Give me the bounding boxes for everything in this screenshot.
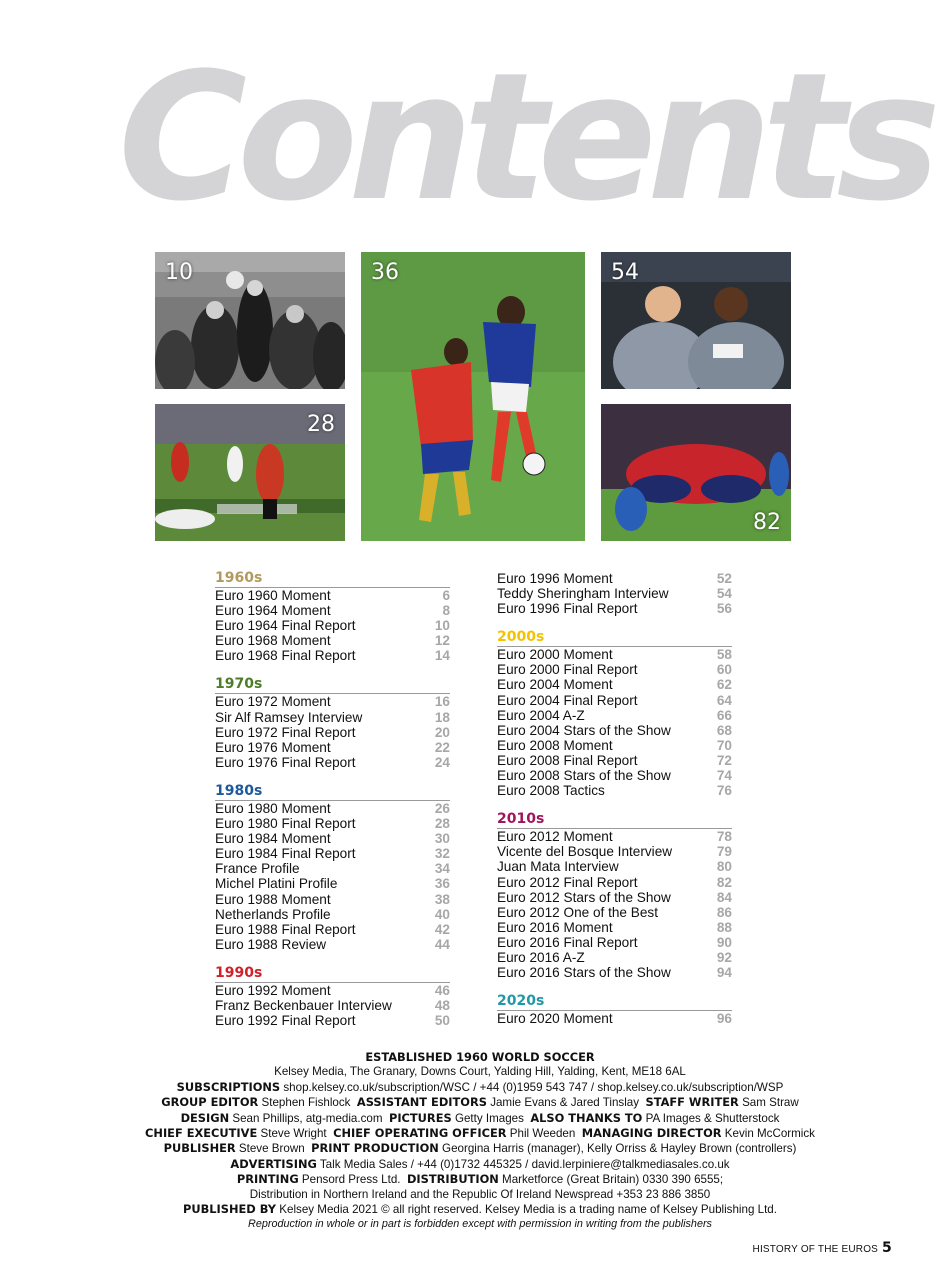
credit-value: Pensord Press Ltd. (301, 1173, 401, 1187)
distribution-ni: Distribution in Northern Ireland and the Republic Of Ireland Newspread +353 23 886 3850 (249, 1187, 711, 1201)
contents-entry[interactable] (497, 768, 732, 783)
credit-value: Stephen Fishlock (261, 1096, 351, 1110)
contents-entry[interactable] (497, 677, 732, 692)
entry-title: Euro 2016 Stars of the Show (497, 965, 671, 981)
photo-page-number: 82 (753, 510, 781, 535)
contents-section (215, 571, 450, 663)
entry-title: Euro 2016 Moment (497, 919, 613, 935)
contents-entry[interactable] (215, 588, 450, 603)
photo-platini (361, 252, 585, 541)
contents-entry[interactable] (497, 920, 732, 935)
contents-entry[interactable] (497, 647, 732, 662)
photo-page-number: 36 (371, 260, 399, 285)
contents-entry[interactable] (215, 937, 450, 952)
contents-entry[interactable] (497, 905, 732, 920)
credit-label: CHIEF OPERATING OFFICER (333, 1126, 507, 1141)
decade-heading: 1980s (215, 784, 450, 801)
entry-title: Euro 2008 Tactics (497, 783, 605, 799)
entry-page-number: 84 (716, 889, 732, 905)
entry-title: Euro 1964 Moment (215, 603, 331, 619)
entry-title: Euro 2004 Moment (497, 677, 613, 693)
entry-page-number: 96 (716, 1011, 732, 1027)
entry-page-number: 80 (716, 859, 732, 875)
entry-page-number: 60 (716, 662, 732, 678)
entry-title: Euro 1992 Moment (215, 982, 331, 998)
decade-heading: 2010s (497, 812, 732, 829)
entry-page-number: 74 (716, 768, 732, 784)
contents-entry[interactable] (215, 998, 450, 1013)
contents-section (497, 571, 732, 616)
entry-title: Euro 1980 Final Report (215, 816, 356, 832)
credit-value: Steve Brown (238, 1142, 305, 1156)
entry-title: Euro 2012 Final Report (497, 874, 638, 890)
contents-entry[interactable] (497, 875, 732, 890)
contents-entry[interactable] (497, 571, 732, 586)
entry-page-number: 82 (716, 874, 732, 890)
contents-entry[interactable] (497, 723, 732, 738)
contents-entry[interactable] (497, 844, 732, 859)
entry-title: Euro 2004 Final Report (497, 692, 638, 708)
credit-value: Kelsey Media 2021 © all right reserved. Kelsey Media is a trading name of Kelsey Publishing Ltd. (279, 1203, 777, 1217)
contents-entry[interactable] (215, 725, 450, 740)
entry-page-number: 34 (434, 861, 450, 877)
decade-heading: 2000s (497, 630, 732, 647)
credit-label: ADVERTISING (230, 1156, 317, 1171)
contents-entry[interactable] (497, 586, 732, 601)
entry-page-number: 36 (434, 876, 450, 892)
contents-column-left (215, 571, 450, 1042)
credit-label: MANAGING DIRECTOR (581, 1126, 722, 1141)
entry-title: Euro 1988 Final Report (215, 921, 356, 937)
entry-title: Euro 2016 Final Report (497, 934, 638, 950)
credit-label: PUBLISHER (163, 1141, 236, 1156)
contents-entry[interactable] (497, 708, 732, 723)
entry-page-number: 64 (716, 692, 732, 708)
entry-page-number: 76 (716, 783, 732, 799)
contents-section (497, 812, 732, 980)
entry-page-number: 62 (716, 677, 732, 693)
credit-label: STAFF WRITER (645, 1095, 739, 1110)
decade-heading: 2020s (497, 994, 732, 1011)
page-number: 5 (882, 1240, 892, 1256)
credit-value: PA Images & Shutterstock (645, 1111, 780, 1125)
contents-entry[interactable] (215, 922, 450, 937)
contents-column-right (497, 571, 732, 1040)
address: Kelsey Media, The Granary, Downs Court, Yalding Hill, Yalding, Kent, ME18 6AL (274, 1065, 686, 1079)
entry-title: Vicente del Bosque Interview (497, 844, 673, 860)
photo-sheringham (601, 252, 791, 389)
credit-value: Kevin McCormick (724, 1127, 815, 1141)
entry-title: Euro 1976 Moment (215, 739, 331, 755)
credit-label: PRINTING (236, 1172, 299, 1187)
contents-entry[interactable] (497, 935, 732, 950)
established-line: ESTABLISHED 1960 WORLD SOCCER (365, 1050, 595, 1064)
entry-page-number: 50 (434, 1013, 450, 1029)
contents-entry[interactable] (497, 601, 732, 616)
photo-1964-celebration (155, 252, 345, 389)
credit-label: ALSO THANKS TO (530, 1110, 643, 1125)
contents-section (215, 677, 450, 769)
entry-title: Euro 2000 Moment (497, 647, 613, 663)
entry-page-number: 30 (434, 831, 450, 847)
entry-page-number: 78 (716, 829, 732, 845)
entry-title: Franz Beckenbauer Interview (215, 997, 392, 1013)
credit-label: PRINT PRODUCTION (311, 1141, 439, 1156)
entry-page-number: 92 (716, 949, 732, 965)
decade-heading: 1970s (215, 677, 450, 694)
credit-label: PICTURES (388, 1110, 452, 1125)
entry-title: France Profile (215, 861, 300, 877)
entry-page-number: 44 (434, 936, 450, 952)
contents-entry[interactable] (215, 1013, 450, 1028)
entry-title: Euro 1988 Moment (215, 891, 331, 907)
entry-page-number: 42 (434, 921, 450, 937)
entry-title: Euro 2004 Stars of the Show (497, 722, 671, 738)
publication-name: HISTORY OF THE EUROS (752, 1244, 879, 1255)
contents-entry[interactable] (215, 831, 450, 846)
contents-entry[interactable] (497, 662, 732, 677)
contents-entry[interactable] (215, 892, 450, 907)
entry-page-number: 72 (716, 752, 732, 768)
entry-title: Euro 2012 One of the Best (497, 904, 658, 920)
contents-entry[interactable] (497, 783, 732, 798)
credit-value: Talk Media Sales / +44 (0)1732 445325 / david.lerpiniere@talkmediasales.co.uk (319, 1157, 730, 1171)
entry-page-number: 58 (716, 647, 732, 663)
photo-1980-tackle (155, 404, 345, 541)
credit-label: SUBSCRIPTIONS (176, 1079, 281, 1094)
entry-page-number: 20 (434, 724, 450, 740)
reproduction-notice: Reproduction in whole or in part is forbidden except with permission in writing from the publishers (248, 1218, 712, 1231)
entry-page-number: 38 (434, 891, 450, 907)
entry-page-number: 40 (434, 906, 450, 922)
entry-title: Euro 1972 Final Report (215, 724, 356, 740)
contents-entry[interactable] (497, 1011, 732, 1026)
entry-page-number: 70 (716, 737, 732, 753)
entry-title: Euro 1968 Moment (215, 633, 331, 649)
contents-section (497, 630, 732, 798)
contents-entry[interactable] (497, 829, 732, 844)
entry-title: Euro 1964 Final Report (215, 618, 356, 634)
entry-title: Euro 1972 Moment (215, 694, 331, 710)
entry-title: Euro 2012 Stars of the Show (497, 889, 671, 905)
entry-page-number: 66 (716, 707, 732, 723)
entry-page-number: 14 (434, 648, 450, 664)
entry-page-number: 88 (716, 919, 732, 935)
entry-title: Euro 2016 A-Z (497, 949, 585, 965)
entry-title: Euro 2012 Moment (497, 829, 613, 845)
credit-label: PUBLISHED BY (183, 1202, 277, 1217)
credit-label: CHIEF EXECUTIVE (145, 1126, 258, 1141)
entry-page-number: 79 (716, 844, 732, 860)
contents-entry[interactable] (215, 907, 450, 922)
contents-entry[interactable] (215, 816, 450, 831)
contents-entry[interactable] (215, 861, 450, 876)
contents-entry[interactable] (497, 738, 732, 753)
entry-title: Euro 1984 Final Report (215, 846, 356, 862)
contents-entry[interactable] (215, 846, 450, 861)
entry-page-number: 90 (716, 934, 732, 950)
page-footer (753, 1240, 892, 1256)
photo-page-number: 28 (307, 412, 335, 437)
credit-value: Georgina Harris (manager), Kelly Orriss & Hayley Brown (controllers) (442, 1142, 797, 1156)
entry-title: Euro 2008 Moment (497, 737, 613, 753)
entry-page-number: 8 (442, 603, 450, 619)
contents-entry[interactable] (215, 740, 450, 755)
credit-value: Getty Images (454, 1111, 524, 1125)
contents-section (215, 784, 450, 952)
credit-label: DESIGN (180, 1110, 230, 1125)
credit-value: Phil Weeden (509, 1127, 576, 1141)
decade-heading: 1990s (215, 966, 450, 983)
entry-page-number: 10 (434, 618, 450, 634)
entry-page-number: 94 (716, 965, 732, 981)
entry-title: Euro 1988 Review (215, 936, 327, 952)
contents-entry[interactable] (215, 876, 450, 891)
entry-page-number: 28 (434, 816, 450, 832)
entry-page-number: 22 (434, 739, 450, 755)
contents-entry[interactable] (215, 603, 450, 618)
entry-title: Euro 2004 A-Z (497, 707, 585, 723)
page-title: Contents (118, 35, 932, 240)
entry-page-number: 16 (434, 694, 450, 710)
entry-page-number: 12 (434, 633, 450, 649)
entry-title: Euro 1980 Moment (215, 800, 331, 816)
entry-title: Euro 2020 Moment (497, 1011, 613, 1027)
entry-page-number: 46 (434, 982, 450, 998)
entry-page-number: 48 (434, 997, 450, 1013)
contents-entry[interactable] (497, 693, 732, 708)
entry-page-number: 26 (434, 800, 450, 816)
entry-title: Sir Alf Ramsey Interview (215, 709, 363, 725)
contents-entry[interactable] (215, 983, 450, 998)
entry-title: Euro 1996 Moment (497, 571, 613, 586)
entry-title: Michel Platini Profile (215, 876, 338, 892)
credit-value: Jamie Evans & Jared Tinslay (490, 1096, 640, 1110)
contents-entry[interactable] (497, 950, 732, 965)
contents-section (497, 994, 732, 1026)
entry-title: Euro 1976 Final Report (215, 754, 356, 770)
contents-entry[interactable] (215, 618, 450, 633)
entry-page-number: 56 (716, 601, 732, 617)
photo-page-number: 10 (165, 260, 193, 285)
contents-entry[interactable] (497, 965, 732, 980)
entry-title: Euro 1960 Moment (215, 588, 331, 603)
entry-page-number: 32 (434, 846, 450, 862)
credit-label: DISTRIBUTION (406, 1172, 499, 1187)
entry-page-number: 6 (442, 588, 450, 603)
credit-label: GROUP EDITOR (161, 1095, 259, 1110)
credit-value: Steve Wright (260, 1127, 327, 1141)
entry-page-number: 18 (434, 709, 450, 725)
contents-entry[interactable] (215, 710, 450, 725)
photo-spain-celebration (601, 404, 791, 541)
publisher-credits (60, 1050, 900, 1232)
contents-entry[interactable] (215, 755, 450, 770)
contents-entry[interactable] (497, 890, 732, 905)
entry-title: Teddy Sheringham Interview (497, 586, 669, 602)
photo-page-number: 54 (611, 260, 639, 285)
credit-value: Marketforce (Great Britain) 0330 390 6555; (502, 1173, 724, 1187)
contents-entry[interactable] (497, 753, 732, 768)
entry-title: Euro 2008 Stars of the Show (497, 768, 671, 784)
entry-page-number: 86 (716, 904, 732, 920)
credit-value: Sean Phillips, atg-media.com (232, 1111, 383, 1125)
entry-title: Euro 1968 Final Report (215, 648, 356, 664)
credit-value: Sam Straw (742, 1096, 799, 1110)
decade-heading: 1960s (215, 571, 450, 588)
credit-value: shop.kelsey.co.uk/subscription/WSC / +44 (0)1959 543 747 / shop.kelsey.co.uk/subscription/WSP (283, 1080, 784, 1094)
entry-page-number: 54 (716, 586, 732, 602)
contents-entry[interactable] (215, 633, 450, 648)
entry-title: Juan Mata Interview (497, 859, 619, 875)
entry-page-number: 68 (716, 722, 732, 738)
entry-page-number: 52 (716, 571, 732, 586)
credit-label: ASSISTANT EDITORS (356, 1095, 487, 1110)
contents-entry[interactable] (215, 801, 450, 816)
entry-title: Euro 1984 Moment (215, 831, 331, 847)
entry-page-number: 24 (434, 754, 450, 770)
contents-entry[interactable] (215, 648, 450, 663)
contents-section (215, 966, 450, 1028)
entry-title: Euro 2000 Final Report (497, 662, 638, 678)
entry-title: Euro 1996 Final Report (497, 601, 638, 617)
contents-entry[interactable] (215, 694, 450, 709)
contents-entry[interactable] (497, 859, 732, 874)
entry-title: Netherlands Profile (215, 906, 331, 922)
entry-title: Euro 1992 Final Report (215, 1013, 356, 1029)
entry-title: Euro 2008 Final Report (497, 752, 638, 768)
